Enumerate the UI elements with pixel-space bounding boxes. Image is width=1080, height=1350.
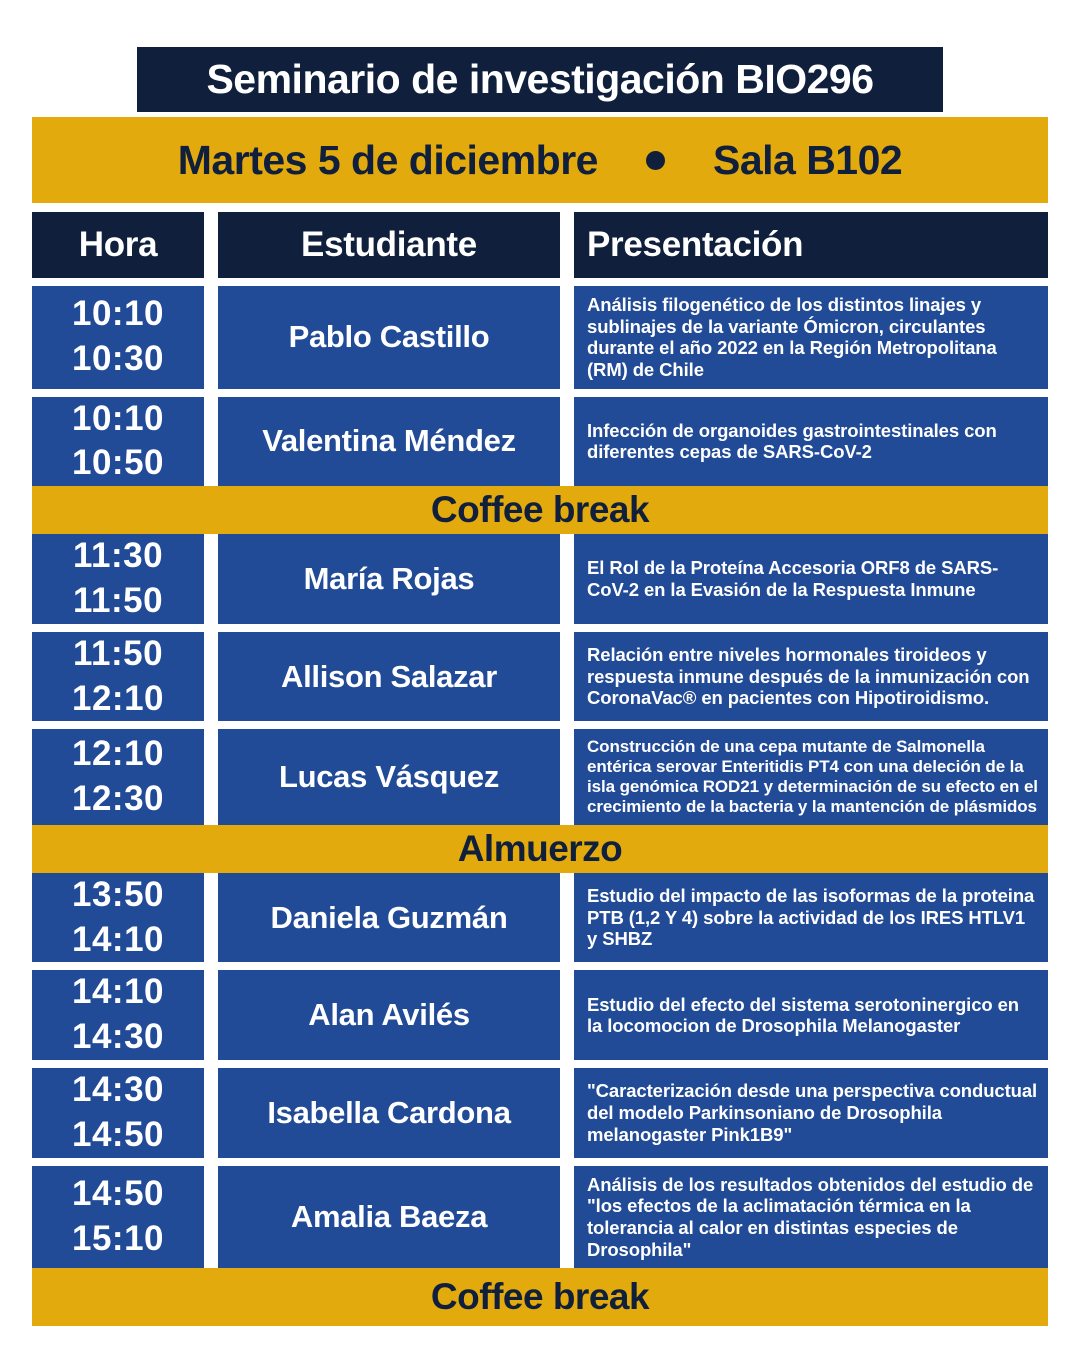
presentation-text: Construcción de una cepa mutante de Salmonella entérica serovar Enteritidis PT4 con una deleción de la isla genómica ROD21 y determinación de su efecto en el crecimiento de la bacteria y la mantención de plásmidos [574, 729, 1048, 825]
student-name: Allison Salazar [218, 632, 560, 722]
session-row [32, 1068, 1048, 1158]
session-start-time: 14:50 [71, 1174, 165, 1214]
session-start-time: 14:30 [71, 1070, 165, 1110]
student-name: Valentina Méndez [218, 397, 560, 487]
session-time [32, 729, 204, 825]
session-time [32, 534, 204, 624]
session-end-time: 12:30 [71, 779, 165, 819]
title-banner [137, 47, 943, 112]
break-label: Coffee break [430, 1276, 650, 1318]
column-header-student: Estudiante [218, 212, 560, 278]
break-band [32, 825, 1048, 873]
session-end-time: 12:10 [71, 678, 165, 718]
session-start-time: 11:30 [72, 536, 164, 576]
session-start-time: 11:50 [72, 633, 164, 673]
session-time [32, 286, 204, 389]
date-text: Martes 5 de diciembre [177, 136, 598, 183]
presentation-text: Infección de organoides gastrointestinales con diferentes cepas de SARS-CoV-2 [574, 397, 1048, 487]
session-row [32, 632, 1048, 722]
session-end-time: 14:50 [71, 1114, 165, 1154]
session-time [32, 1166, 204, 1269]
session-end-time: 10:30 [71, 339, 165, 379]
room-text: Sala B102 [712, 136, 903, 183]
presentation-text: Relación entre niveles hormonales tiroideos y respuesta inmune después de la inmunización con CoronaVac® en pacientes con Hipotiroidismo. [574, 632, 1048, 722]
presentation-text: Estudio del efecto del sistema serotoninergico en la locomocion de Drosophila Melanogaster [574, 970, 1048, 1060]
break-band [32, 1268, 1048, 1326]
bullet-dot-icon [646, 151, 665, 170]
schedule-table [32, 212, 1048, 1326]
break-label: Almuerzo [457, 827, 623, 869]
break-label: Coffee break [430, 489, 650, 531]
student-name: Lucas Vásquez [218, 729, 560, 825]
page-title: Seminario de investigación BIO296 [206, 56, 874, 102]
student-name: Daniela Guzmán [218, 873, 560, 963]
session-end-time: 10:50 [71, 443, 165, 483]
student-name: María Rojas [218, 534, 560, 624]
session-end-time: 15:10 [71, 1218, 165, 1258]
session-time [32, 632, 204, 722]
date-bar [32, 117, 1048, 203]
session-start-time: 10:10 [71, 294, 165, 334]
session-end-time: 14:10 [71, 919, 165, 959]
session-row [32, 534, 1048, 624]
session-time [32, 873, 204, 963]
session-start-time: 10:10 [71, 398, 165, 438]
presentation-text: "Caracterización desde una perspectiva conductual del modelo Parkinsoniano de Drosophila melanogaster Pink1B9" [574, 1068, 1048, 1158]
session-start-time: 13:50 [71, 874, 165, 914]
student-name: Pablo Castillo [218, 286, 560, 389]
session-time [32, 1068, 204, 1158]
session-start-time: 12:10 [71, 734, 165, 774]
presentation-text: Análisis de los resultados obtenidos del estudio de "los efectos de la aclimatación térmica en la tolerancia al calor en distintas especies de Drosophila" [574, 1166, 1048, 1269]
session-row [32, 729, 1048, 825]
presentation-text: Análisis filogenético de los distintos linajes y sublinajes de la variante Ómicron, circulantes durante el año 2022 en la Región Metropolitana (RM) de Chile [574, 286, 1048, 389]
column-header-presentation: Presentación [574, 212, 1048, 278]
student-name: Isabella Cardona [218, 1068, 560, 1158]
session-row [32, 286, 1048, 389]
session-end-time: 11:50 [72, 580, 164, 620]
session-row [32, 970, 1048, 1060]
break-band [32, 486, 1048, 534]
session-time [32, 397, 204, 487]
session-end-time: 14:30 [71, 1017, 165, 1057]
session-row [32, 873, 1048, 963]
session-row [32, 1166, 1048, 1269]
presentation-text: El Rol de la Proteína Accesoria ORF8 de SARS-CoV-2 en la Evasión de la Respuesta Inmune [574, 534, 1048, 624]
table-header-row [32, 212, 1048, 278]
session-time [32, 970, 204, 1060]
presentation-text: Estudio del impacto de las isoformas de la proteina PTB (1,2 Y 4) sobre la actividad de los IRES HTLV1 y SHBZ [574, 873, 1048, 963]
student-name: Alan Avilés [218, 970, 560, 1060]
session-row [32, 397, 1048, 487]
session-start-time: 14:10 [71, 972, 165, 1012]
student-name: Amalia Baeza [218, 1166, 560, 1269]
column-header-time: Hora [32, 212, 204, 278]
